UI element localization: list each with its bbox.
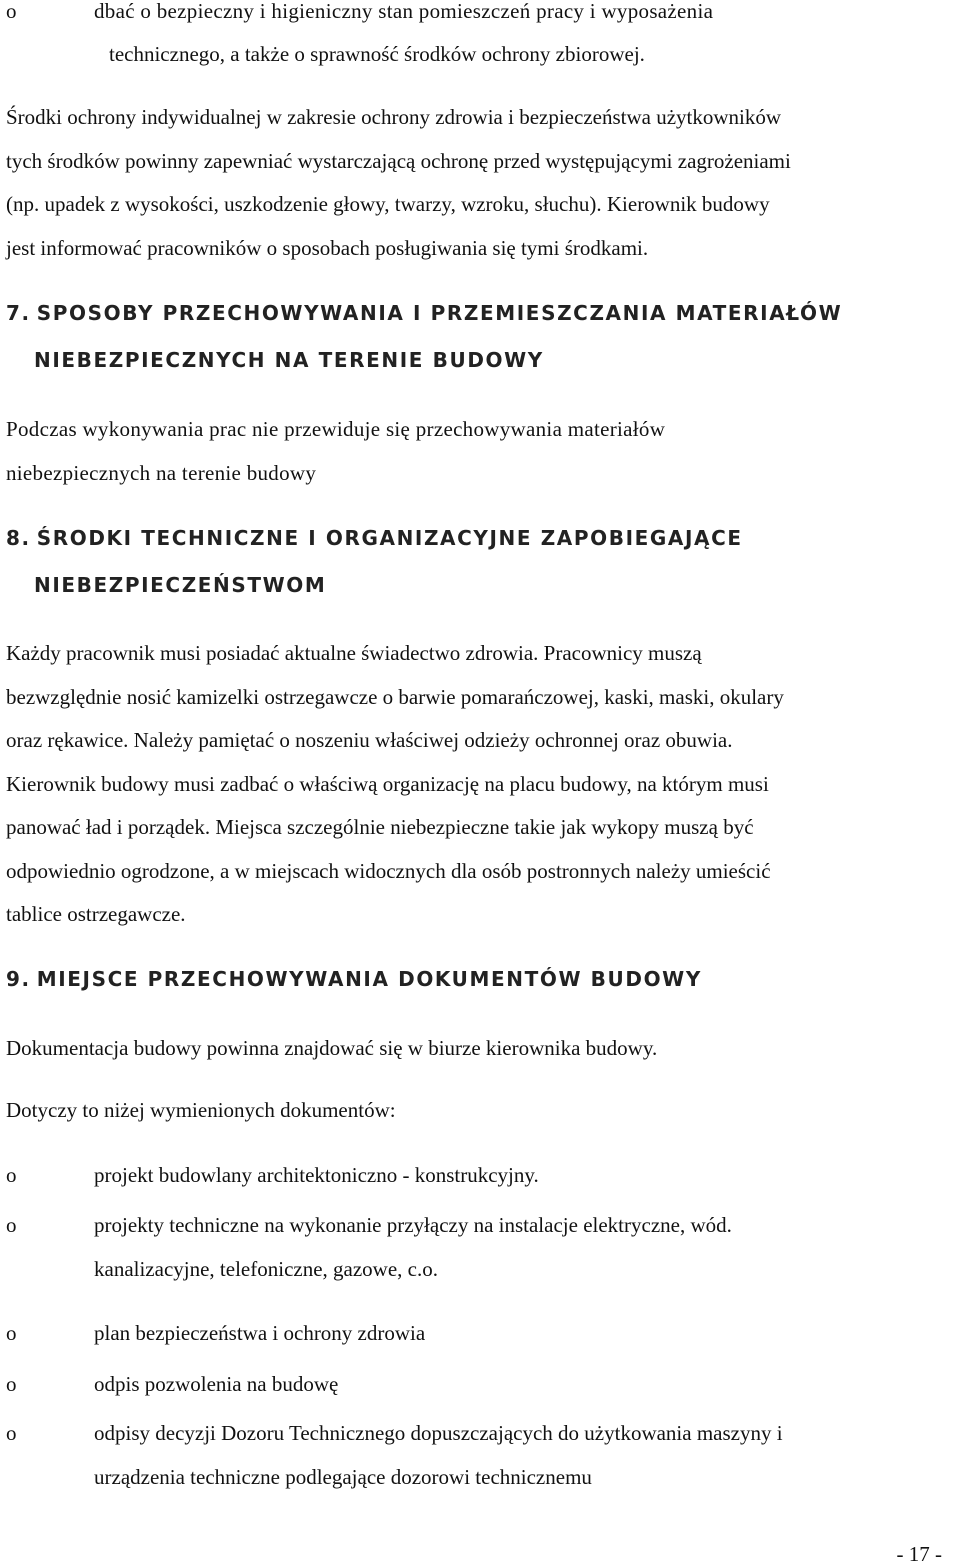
text-line: Każdy pracownik musi posiadać aktualne świadectwo zdrowia. Pracownicy muszą [6,641,702,665]
text-line: oraz rękawice. Należy pamiętać o noszeniu właściwej odzieży ochronnej oraz obuwia. [6,728,733,752]
text-line: Kierownik budowy musi zadbać o właściwą organizację na placu budowy, na którym musi [6,771,769,796]
section-title: MIEJSCE PRZECHOWYWANIA DOKUMENTÓW BUDOWY [36,967,702,991]
list-item-text: odpis pozwolenia na budowę [94,1372,339,1396]
text-line: odpisy decyzji Dozoru Technicznego dopuszczających do użytkowania maszyny i [94,1421,783,1445]
bullet-marker: o [6,1372,17,1396]
section-number: 7. [6,301,31,325]
text-line: Środki ochrony indywidualnej w zakresie ochrony zdrowia i bezpieczeństwa użytkowników [6,105,782,129]
text-line: projekty techniczne na wykonanie przyłączy na instalacje elektryczne, wód. [94,1213,732,1237]
paragraph-section8 [6,632,958,937]
paragraph-section9-body1 [6,1027,958,1071]
section-title-line2: NIEBEZPIECZNYCH NA TERENIE BUDOWY [34,348,544,372]
list-item-text: projekt budowlany architektoniczno - konstrukcyjny. [94,1163,539,1187]
text-line: Podczas wykonywania prac nie przewiduje się przechowywania materiałów [6,417,666,441]
section-heading-8 [6,515,958,609]
section-heading-9 [6,956,958,1003]
text-line: (np. upadek z wysokości, uszkodzenie głowy, twarzy, wzroku, słuchu). Kierownik budowy [6,192,770,216]
text-line: panować ład i porządek. Miejsca szczególnie niebezpieczne takie jak wykopy muszą być [6,815,754,839]
paragraph-section9-body2 [6,1089,958,1133]
text-line: urządzenia techniczne podlegające dozorowi technicznemu [94,1464,592,1489]
text-line: Dotyczy to niżej wymienionych dokumentów: [6,1098,396,1122]
paragraph-section7 [6,408,958,495]
text-line: niebezpiecznych na terenie budowy [6,460,317,485]
list-item-text [94,1204,954,1291]
list-item-text: plan bezpieczeństwa i ochrony zdrowia [94,1321,426,1345]
text-line: kanalizacyjne, telefoniczne, gazowe, c.o. [94,1256,438,1281]
bullet-marker: o [6,1421,17,1445]
section-heading-7 [6,290,958,384]
section-number: 8. [6,526,31,550]
text-line: dbać o bezpieczny i higieniczny stan pomieszczeń pracy i wyposażenia [94,0,714,23]
bullet-marker: o [6,1163,17,1187]
bullet-marker: o [6,1213,17,1237]
text-line: tablice ostrzegawcze. [6,902,186,926]
list-item-text [94,0,954,34]
bullet-marker: o [6,1321,17,1345]
list-item-text [94,1412,954,1499]
text-line: bezwzględnie nosić kamizelki ostrzegawcze o barwie pomarańczowej, kaski, maski, okulary [6,684,784,709]
section-number: 9. [6,967,31,991]
bullet-marker: o [6,0,17,23]
section-title: SPOSOBY PRZECHOWYWANIA I PRZEMIESZCZANIA MATERIAŁÓW [36,301,843,325]
page-number: - 17 - [896,1542,942,1566]
section-title: ŚRODKI TECHNICZNE I ORGANIZACYJNE ZAPOBIEGAJĄCE [36,526,743,550]
paragraph-ppe [6,96,958,270]
text-line: Dokumentacja budowy powinna znajdować się w biurze kierownika budowy. [6,1036,658,1060]
text-line: jest informować pracowników o sposobach posługiwania się tymi środkami. [6,235,649,260]
text-line: technicznego, a także o sprawność środków ochrony zbiorowej. [109,42,645,66]
section-title-line2: NIEBEZPIECZEŃSTWOM [34,573,327,597]
text-line: odpowiednio ogrodzone, a w miejscach widocznych dla osób postronnych należy umieścić [6,858,771,883]
text-line: tych środków powinny zapewniać wystarczającą ochronę przed występującymi zagrożeniami [6,148,791,173]
